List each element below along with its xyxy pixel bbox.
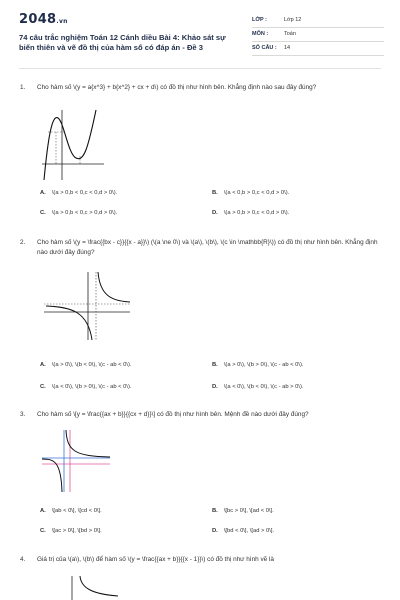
header-divider bbox=[19, 68, 381, 69]
option-2a[interactable]: A. \(a > 0\), \(b < 0\), \(c - ab < 0\). bbox=[40, 362, 132, 368]
meta-value: Toán bbox=[284, 31, 296, 37]
meta-row-count bbox=[252, 42, 384, 56]
site-logo[interactable] bbox=[19, 12, 68, 27]
meta-value: 14 bbox=[284, 45, 291, 51]
logo-sub-text: .vn bbox=[56, 18, 68, 25]
meta-row-class bbox=[252, 14, 384, 28]
meta-key: LỚP : bbox=[252, 17, 267, 23]
option-1a[interactable]: A. \(a > 0,b < 0,c < 0,d > 0\). bbox=[40, 190, 118, 196]
option-1b[interactable]: B. \(a < 0,b > 0,c < 0,d > 0\). bbox=[212, 190, 290, 196]
meta-value: Lớp 12 bbox=[284, 17, 302, 23]
option-3c[interactable]: C. \[ac > 0\], \[bd > 0\]. bbox=[40, 528, 102, 534]
option-3a[interactable]: A. \[ab < 0\], \[cd < 0\]. bbox=[40, 508, 102, 514]
question-text: Cho hàm số \(y = a{x^3} + b{x^2} + cx + d\) có đồ thị như hình bên. Khẳng định nào sau đây đúng? bbox=[37, 84, 317, 91]
option-1d[interactable]: D. \(a > 0,b > 0,c < 0,d > 0\). bbox=[212, 210, 290, 216]
question-number: 1. bbox=[20, 84, 26, 91]
option-3b[interactable]: B. \[bc > 0\], \[ad < 0\]. bbox=[212, 508, 274, 514]
question-text: Giá trị của \(a\), \(b\) để hàm số \(y = \frac{{ax + b}}{{x - 1}}\) có đồ thị như hình vẽ là bbox=[37, 556, 274, 563]
meta-key: SỐ CÂU : bbox=[252, 45, 277, 51]
option-2d[interactable]: D. \(a < 0\), \(b < 0\), \(c - ab > 0\). bbox=[212, 384, 304, 390]
option-1c[interactable]: C. \(a > 0,b < 0,c > 0,d > 0\). bbox=[40, 210, 118, 216]
question-text: Cho hàm số \(y = \frac{{bx - c}}{{x - a}}\) (\(a \ne 0\) và \(a\), \(b\), \(c \in \mathbb{R}\)) có đồ thị như hình bên. Khẳng định nào dưới đây đúng? bbox=[37, 239, 378, 256]
hyperbola-graph-figure bbox=[42, 270, 132, 342]
rational-graph-figure bbox=[40, 428, 112, 494]
question-number: 3. bbox=[20, 411, 26, 418]
logo-main-text: 2048 bbox=[19, 12, 57, 27]
partial-graph-figure bbox=[40, 574, 120, 600]
option-2b[interactable]: B. \(a > 0\), \(b > 0\), \(c - ab < 0\). bbox=[212, 362, 304, 368]
meta-row-subject bbox=[252, 28, 384, 42]
question-number: 2. bbox=[20, 239, 26, 246]
meta-table bbox=[252, 14, 384, 56]
question-number: 4. bbox=[20, 556, 26, 563]
question-text: Cho hàm số \[y = \frac{{ax + b}}{{cx + d}}\] có đồ thị như hình bên. Mệnh đề nào dưới đây đúng? bbox=[37, 411, 309, 418]
option-3d[interactable]: D. \[bd < 0\], \[ad > 0\]. bbox=[212, 528, 275, 534]
meta-key: MÔN : bbox=[252, 31, 269, 37]
option-2c[interactable]: C. \(a < 0\), \(b > 0\), \(c - ab < 0\). bbox=[40, 384, 132, 390]
document-title: 74 câu trắc nghiệm Toán 12 Cánh diều Bài 4: Khảo sát sự biến thiên và vẽ đồ thị của hàm số có đáp án - Đề 3 bbox=[19, 33, 226, 52]
cubic-graph-figure bbox=[40, 108, 108, 182]
